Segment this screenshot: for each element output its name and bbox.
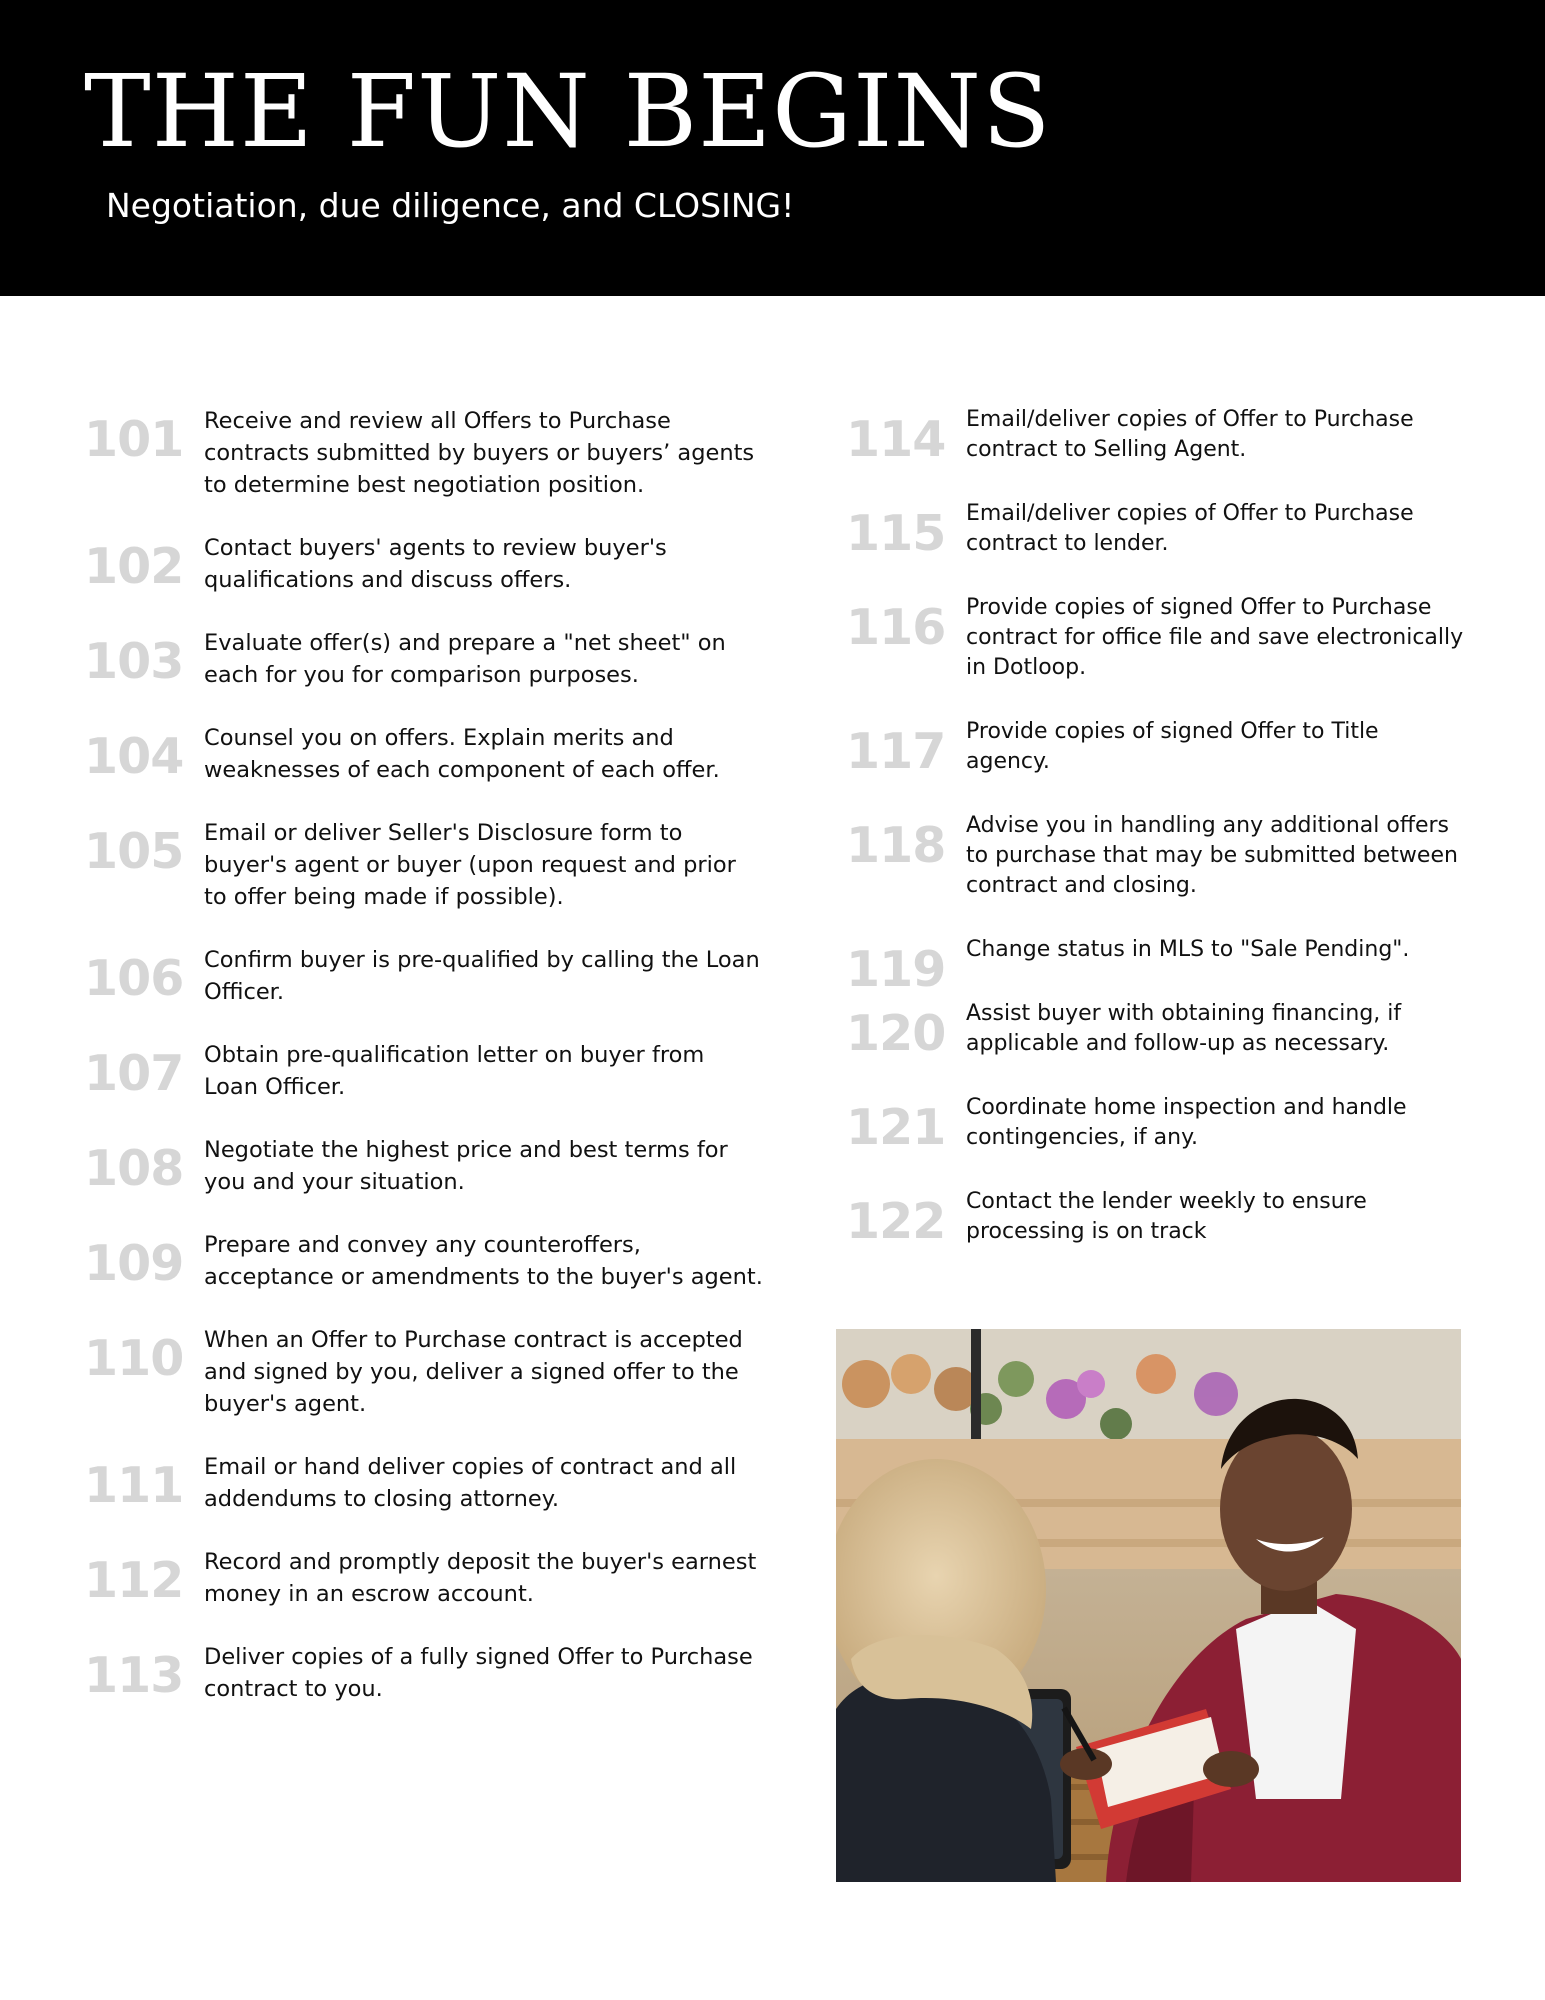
item-text: When an Offer to Purchase contract is accepted and signed by you, deliver a signed offer to the buyer's agent. [204,1327,743,1417]
item-number: 113 [84,1647,184,1704]
item-number: 107 [84,1045,184,1102]
list-item [84,722,764,786]
list-item [846,593,1466,683]
list-item [84,1229,764,1293]
item-number: 117 [846,723,946,780]
list-item [84,817,764,913]
item-number: 120 [846,1005,946,1062]
page-title: THE FUN BEGINS [84,53,1052,170]
item-text: Negotiate the highest price and best terms for you and your situation. [204,1137,728,1195]
item-number: 114 [846,411,946,468]
item-number: 102 [84,538,184,595]
item-number: 119 [846,941,946,998]
list-item [846,1093,1466,1156]
item-text: Record and promptly deposit the buyer's earnest money in an escrow account. [204,1549,757,1607]
list-item [84,944,764,1008]
list-item [846,811,1466,901]
list-item [84,532,764,596]
agent-meeting-photo [836,1329,1461,1882]
left-column [84,405,764,1736]
item-number: 116 [846,599,946,656]
list-item [84,1641,764,1705]
list-item [84,1546,764,1610]
item-text: Prepare and convey any counteroffers, acceptance or amendments to the buyer's agent. [204,1232,763,1290]
list-item [84,405,764,501]
item-text: Email/deliver copies of Offer to Purchase contract to lender. [966,501,1414,556]
item-text: Email or deliver Seller's Disclosure form to buyer's agent or buyer (upon request and prior to offer being made if possible). [204,820,736,910]
list-item [84,1324,764,1420]
item-number: 112 [84,1552,184,1609]
item-text: Obtain pre-qualification letter on buyer from Loan Officer. [204,1042,705,1100]
item-number: 110 [84,1330,184,1387]
list-item [84,1039,764,1103]
list-item [846,1187,1466,1250]
list-item [846,499,1466,562]
list-item [84,1134,764,1198]
item-text: Change status in MLS to "Sale Pending". [966,937,1410,962]
list-item [84,1451,764,1515]
list-item [84,627,764,691]
list-item [846,717,1466,780]
item-number: 118 [846,817,946,874]
item-text: Receive and review all Offers to Purchase contracts submitted by buyers or buyers’ agents to determine best negotiation position. [204,408,755,498]
page-subtitle: Negotiation, due diligence, and CLOSING! [106,186,795,225]
item-text: Provide copies of signed Offer to Title agency. [966,719,1379,774]
item-number: 108 [84,1140,184,1197]
list-item [846,405,1466,468]
item-text: Email/deliver copies of Offer to Purchase contract to Selling Agent. [966,407,1414,462]
list-item [846,999,1466,1062]
item-text: Provide copies of signed Offer to Purchase contract for office file and save electronically in Dotloop. [966,595,1464,680]
item-text: Email or hand deliver copies of contract and all addendums to closing attorney. [204,1454,737,1512]
header-banner [0,0,1545,296]
item-text: Confirm buyer is pre-qualified by calling the Loan Officer. [204,947,760,1005]
item-number: 104 [84,728,184,785]
item-number: 115 [846,505,946,562]
item-number: 106 [84,950,184,1007]
item-number: 105 [84,823,184,880]
item-number: 122 [846,1193,946,1250]
item-number: 101 [84,411,184,468]
item-text: Advise you in handling any additional offers to purchase that may be submitted between contract and closing. [966,813,1458,898]
item-number: 103 [84,633,184,690]
list-item [846,935,1466,998]
item-number: 109 [84,1235,184,1292]
right-column [846,405,1466,1281]
item-text: Assist buyer with obtaining financing, if applicable and follow-up as necessary. [966,1001,1402,1056]
item-text: Contact the lender weekly to ensure processing is on track [966,1189,1367,1244]
item-text: Contact buyers' agents to review buyer's qualifications and discuss offers. [204,535,667,593]
item-number: 121 [846,1099,946,1156]
item-text: Counsel you on offers. Explain merits and weaknesses of each component of each offer. [204,725,720,783]
item-text: Evaluate offer(s) and prepare a "net sheet" on each for you for comparison purposes. [204,630,726,688]
item-number: 111 [84,1457,184,1514]
item-text: Coordinate home inspection and handle contingencies, if any. [966,1095,1407,1150]
item-text: Deliver copies of a fully signed Offer to Purchase contract to you. [204,1644,753,1702]
